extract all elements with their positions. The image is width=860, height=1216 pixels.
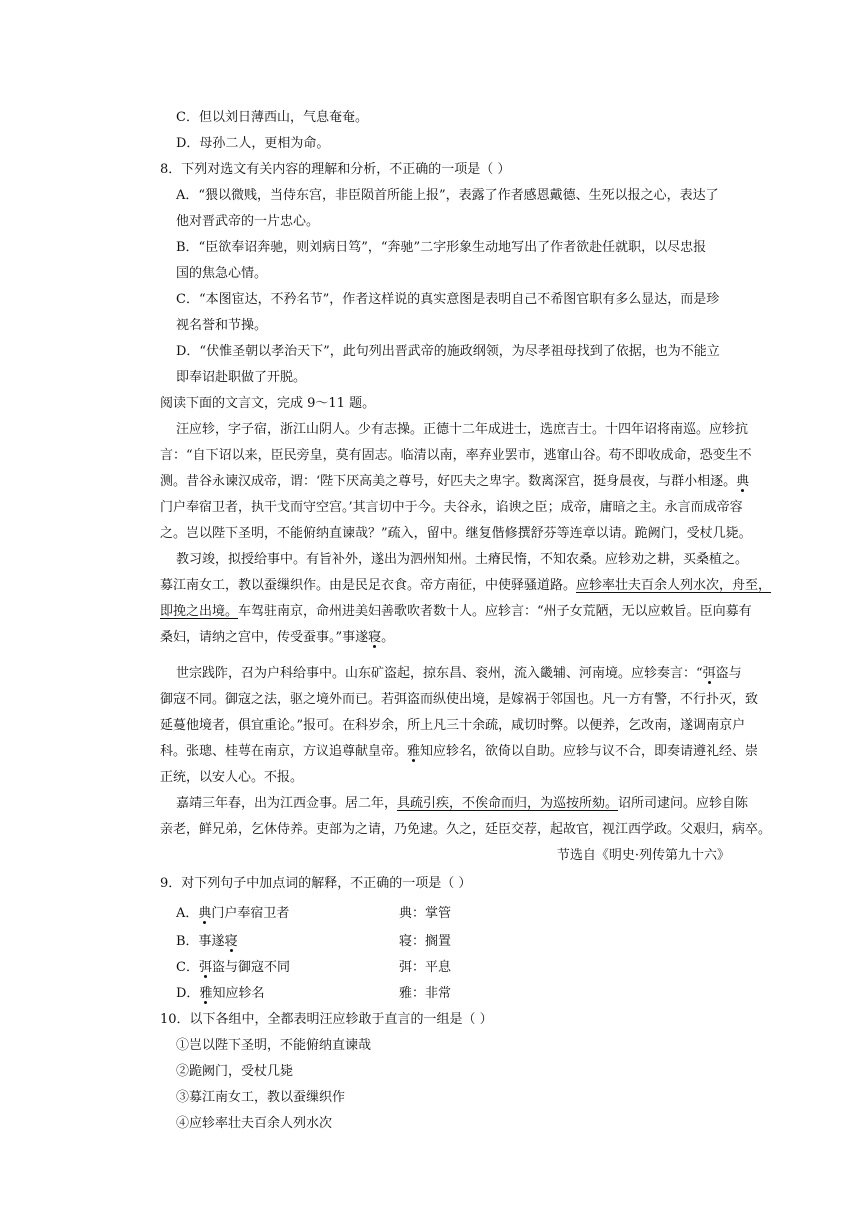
passage-text: 知应轸名，欲倚以自助。应轸与议不合，即奏请遵礼经、崇 [420,744,759,759]
q8-option-d-line2: 即奉诏赴职做了开脱。 [176,370,307,385]
q9-option-c [176,958,290,978]
dotted-word-qin: 寝 [224,934,238,949]
passage-text: 嘉靖三年春，出为江西佥事。居二年， [176,796,398,811]
passage-p1-line1: 汪应轸，字子宿，浙江山阴人。少有志操。正德十二年成进士，选庶吉士。十四年诏将南巡。应轸抗 [176,422,749,437]
passage-p3-line1 [176,664,742,684]
q8-option-a-line2: 他对晋武帝的一片忠心。 [176,214,320,229]
option-text: 知应轸名 [212,986,265,1001]
dotted-word-dian: 典 [198,906,212,921]
option-text: B．事遂 [176,934,225,949]
passage-text: 盗与 [715,666,742,681]
dotted-word-ya: 雅 [199,986,213,1001]
passage-source: 节选自《明史·列传第九十六》 [556,848,730,863]
passage-text: 诏所司逮问。应轸自陈 [618,796,749,811]
q9-stem: 9．对下列句子中加点词的解释，不正确的一项是（ ） [160,876,472,891]
passage-text: 测。昔谷永谏汉成帝，谓：‘陛下厌高美之尊号，好匹夫之卑字。数离深宫，挺身晨夜，与群小相逐。 [160,474,737,489]
q7-option-d: D．母孙二人，更相为命。 [176,136,330,151]
q10-item-1: ①岂以陛下圣明，不能俯纳直谏哉 [176,1038,372,1053]
q8-option-d-line1: D．“伏惟圣朝以孝治天下”，此句列出晋武帝的施政纲领，为尽孝祖母找到了依据，也为不能立 [176,344,720,359]
passage-text: 车驾驻南京，命州进美妇善歌吹者数十人。应轸言：“州子女荒陋，无以应敕旨。臣向募有 [238,604,752,619]
q10-item-4: ④应轸率壮夫百余人列水次 [176,1116,333,1131]
passage-p3-line5: 正统，以安人心。不报。 [160,770,304,785]
passage-p1-line5: 之。岂以陛下圣明，不能俯纳直谏哉？”疏入，留中。继复偕修撰舒芬等连章以请。跪阙门，受杖几毙。 [160,526,752,541]
q9-option-b [176,932,238,952]
passage-p2-line1: 教习竣，拟授给事中。有旨补外，遂出为泗州知州。土瘠民惰，不知农桑。应轸劝之耕，买桑植之。 [176,552,749,567]
q8-option-c-line2: 视名誉和节操。 [176,318,268,333]
option-text: C． [176,960,199,975]
passage-p3-line4 [160,742,758,762]
q9-option-d-definition: 雅：非常 [399,986,452,1001]
passage-text: 世宗践阼，召为户科给事中。山东矿盗起，掠东昌、衮州，流入畿辅、河南境。应轸奏言：“ [176,666,703,681]
passage-text: 募江南女工，教以蚕缫织作。由是民足衣食。帝方南征，中使驿骚道路。 [160,578,577,593]
q10-stem: 10．以下各组中，全都表明汪应轸敢于直言的一组是（ ） [160,1012,493,1027]
dotted-word-ya: 雅 [407,744,421,759]
q9-option-b-definition: 寝：搁置 [399,934,452,949]
passage-p1-line3 [160,472,749,492]
q9-option-d [176,984,264,1004]
passage-text: 。 [381,630,395,645]
passage-p2-line4 [160,628,394,648]
passage-p2-line2 [160,576,771,596]
underlined-sentence: 即挽之出境。 [160,604,239,619]
passage-text: 科。张璁、桂萼在南京，方议追尊献皇帝。 [160,744,408,759]
option-text: A． [176,906,199,921]
q8-option-b-line1: B．“臣欲奉诏奔驰，则刘病日笃”，“奔驰”二字形象生动地写出了作者欲赴任就职，以尽忠报 [176,240,707,255]
passage-p3-line2: 御寇不同。御寇之法，驱之境外而已。若弭盗而纵使出境，是嫁祸于邻国也。凡一方有警，不行扑灭，致 [160,692,759,707]
dotted-word-qin: 寝 [368,630,382,645]
passage-p4-line1 [176,794,748,814]
q9-option-c-definition: 弭：平息 [399,960,452,975]
q8-option-b-line2: 国的焦急心情。 [176,266,268,281]
passage-p1-line2: 言：“自下诏以来，臣民旁皇，莫有固志。临清以南，率弃业罢市，逃窜山谷。苟不即收成命，恐变生不 [160,448,752,463]
q9-option-a-definition: 典：掌管 [399,906,452,921]
underlined-sentence: 应轸率壮夫百余人列水次，舟至， [576,578,772,593]
passage-p3-line3: 延蔓他境者，俱宜重论。”报可。在科岁余，所上凡三十余疏，咸切时弊。以便养，乞改南，遂调南京户 [160,718,746,733]
q10-item-2: ②跪阙门，受杖几毙 [176,1064,294,1079]
option-text: 盗与御寇不同 [211,960,290,975]
q8-option-a-line1: A．“猥以微贱，当侍东宫，非臣陨首所能上报”，表露了作者感恩戴德、生死以报之心，表达了 [176,188,719,203]
underlined-sentence: 具疏引疾，不俟命而归，为巡按所劾。 [397,796,619,811]
dotted-word-dian: 典 [736,474,750,489]
q9-option-a [176,904,289,924]
passage-p2-line3 [160,602,752,622]
passage-p4-line2: 亲老，鲜兄弟，乞休侍养。吏部为之请，乃免逮。久之，廷臣交荐，起故官，视江西学政。父艰归，病卒。 [160,822,772,837]
dotted-word-mi: 弭 [702,666,716,681]
option-text: 门户奉宿卫者 [211,906,290,921]
q7-option-c: C．但以刘日薄西山，气息奄奄。 [176,110,368,125]
q10-item-3: ③募江南女工，教以蚕缫织作 [176,1090,346,1105]
q8-stem: 8．下列对选文有关内容的理解和分析，不正确的一项是（ ） [160,162,511,177]
dotted-word-mi: 弭 [198,960,212,975]
option-text: D． [176,986,200,1001]
reading-intro: 阅读下面的文言文，完成 9～11 题。 [160,396,376,411]
q8-option-c-line1: C．“本图宦达，不矜名节”，作者这样说的真实意图是表明自己不希图官职有多么显达，而是珍 [176,292,720,307]
passage-text: 桑妇，请纳之宫中，传受蚕事。”事遂 [160,630,369,645]
passage-p1-line4: 门户奉宿卫者，执干戈而守空宫。’其言切中于今。夫谷永，谄谀之臣；成帝，庸暗之主。永言而成帝容 [160,500,743,515]
